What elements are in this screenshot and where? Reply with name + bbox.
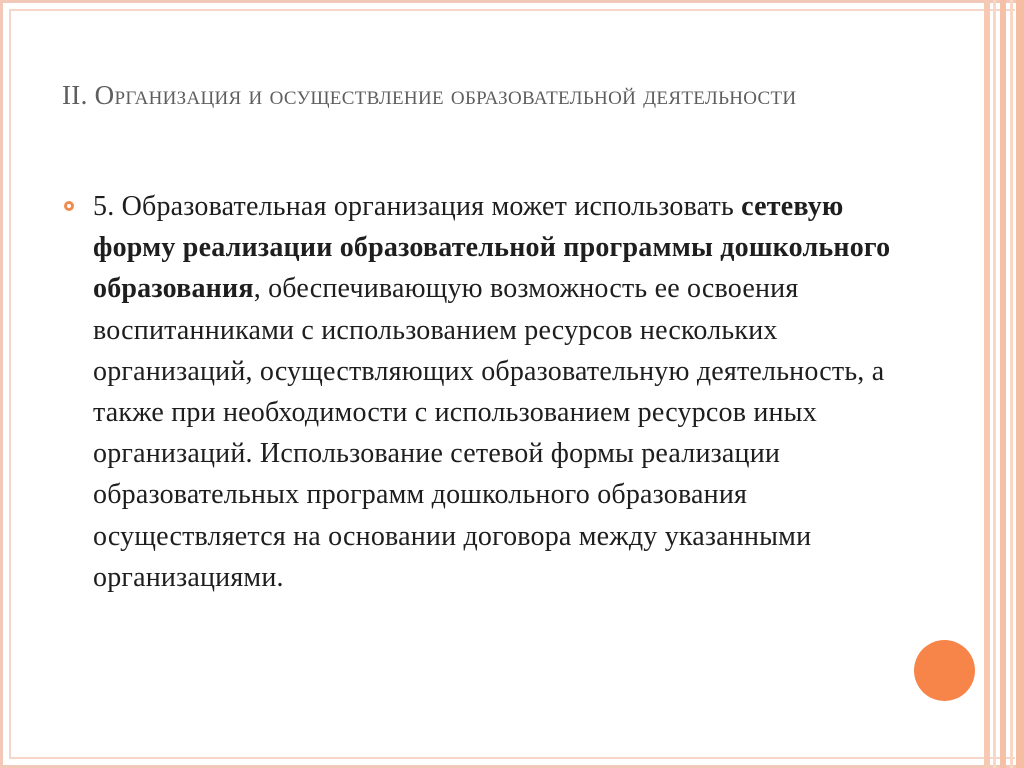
right-stripe <box>1010 0 1013 768</box>
slide-body-text <box>93 186 893 598</box>
slide-title: II. Организация и осуществление образовательной деятельности <box>62 80 797 110</box>
frame-inner-bottom-line <box>9 757 1015 759</box>
right-stripe <box>1016 0 1024 768</box>
body-text-part1: 5. Образовательная организация может использовать <box>93 191 742 222</box>
right-stripe <box>993 0 996 768</box>
frame-inner-left-line <box>9 9 11 759</box>
frame-left-line <box>0 0 3 768</box>
frame-top-line <box>0 0 1024 3</box>
decorative-orange-circle <box>914 640 975 701</box>
body-text-bold: сетевую форму реализации образовательной программы дошкольного образования <box>93 191 891 305</box>
bullet-circle-icon <box>64 201 74 211</box>
frame-inner-top-line <box>9 9 1015 11</box>
right-stripe <box>1000 0 1006 768</box>
body-text-part2: , обеспечивающую возможность ее освоения воспитанниками с использованием ресурсов нескольких организаций, осуществляющих образовательную деятельность, а также при необходимости с использованием ресурсов иных организаций. Использование сетевой формы реализации образовательных программ дошкольного образования осуществляется на основании договора между указанными организациями. <box>93 273 885 593</box>
right-stripe <box>984 0 990 768</box>
